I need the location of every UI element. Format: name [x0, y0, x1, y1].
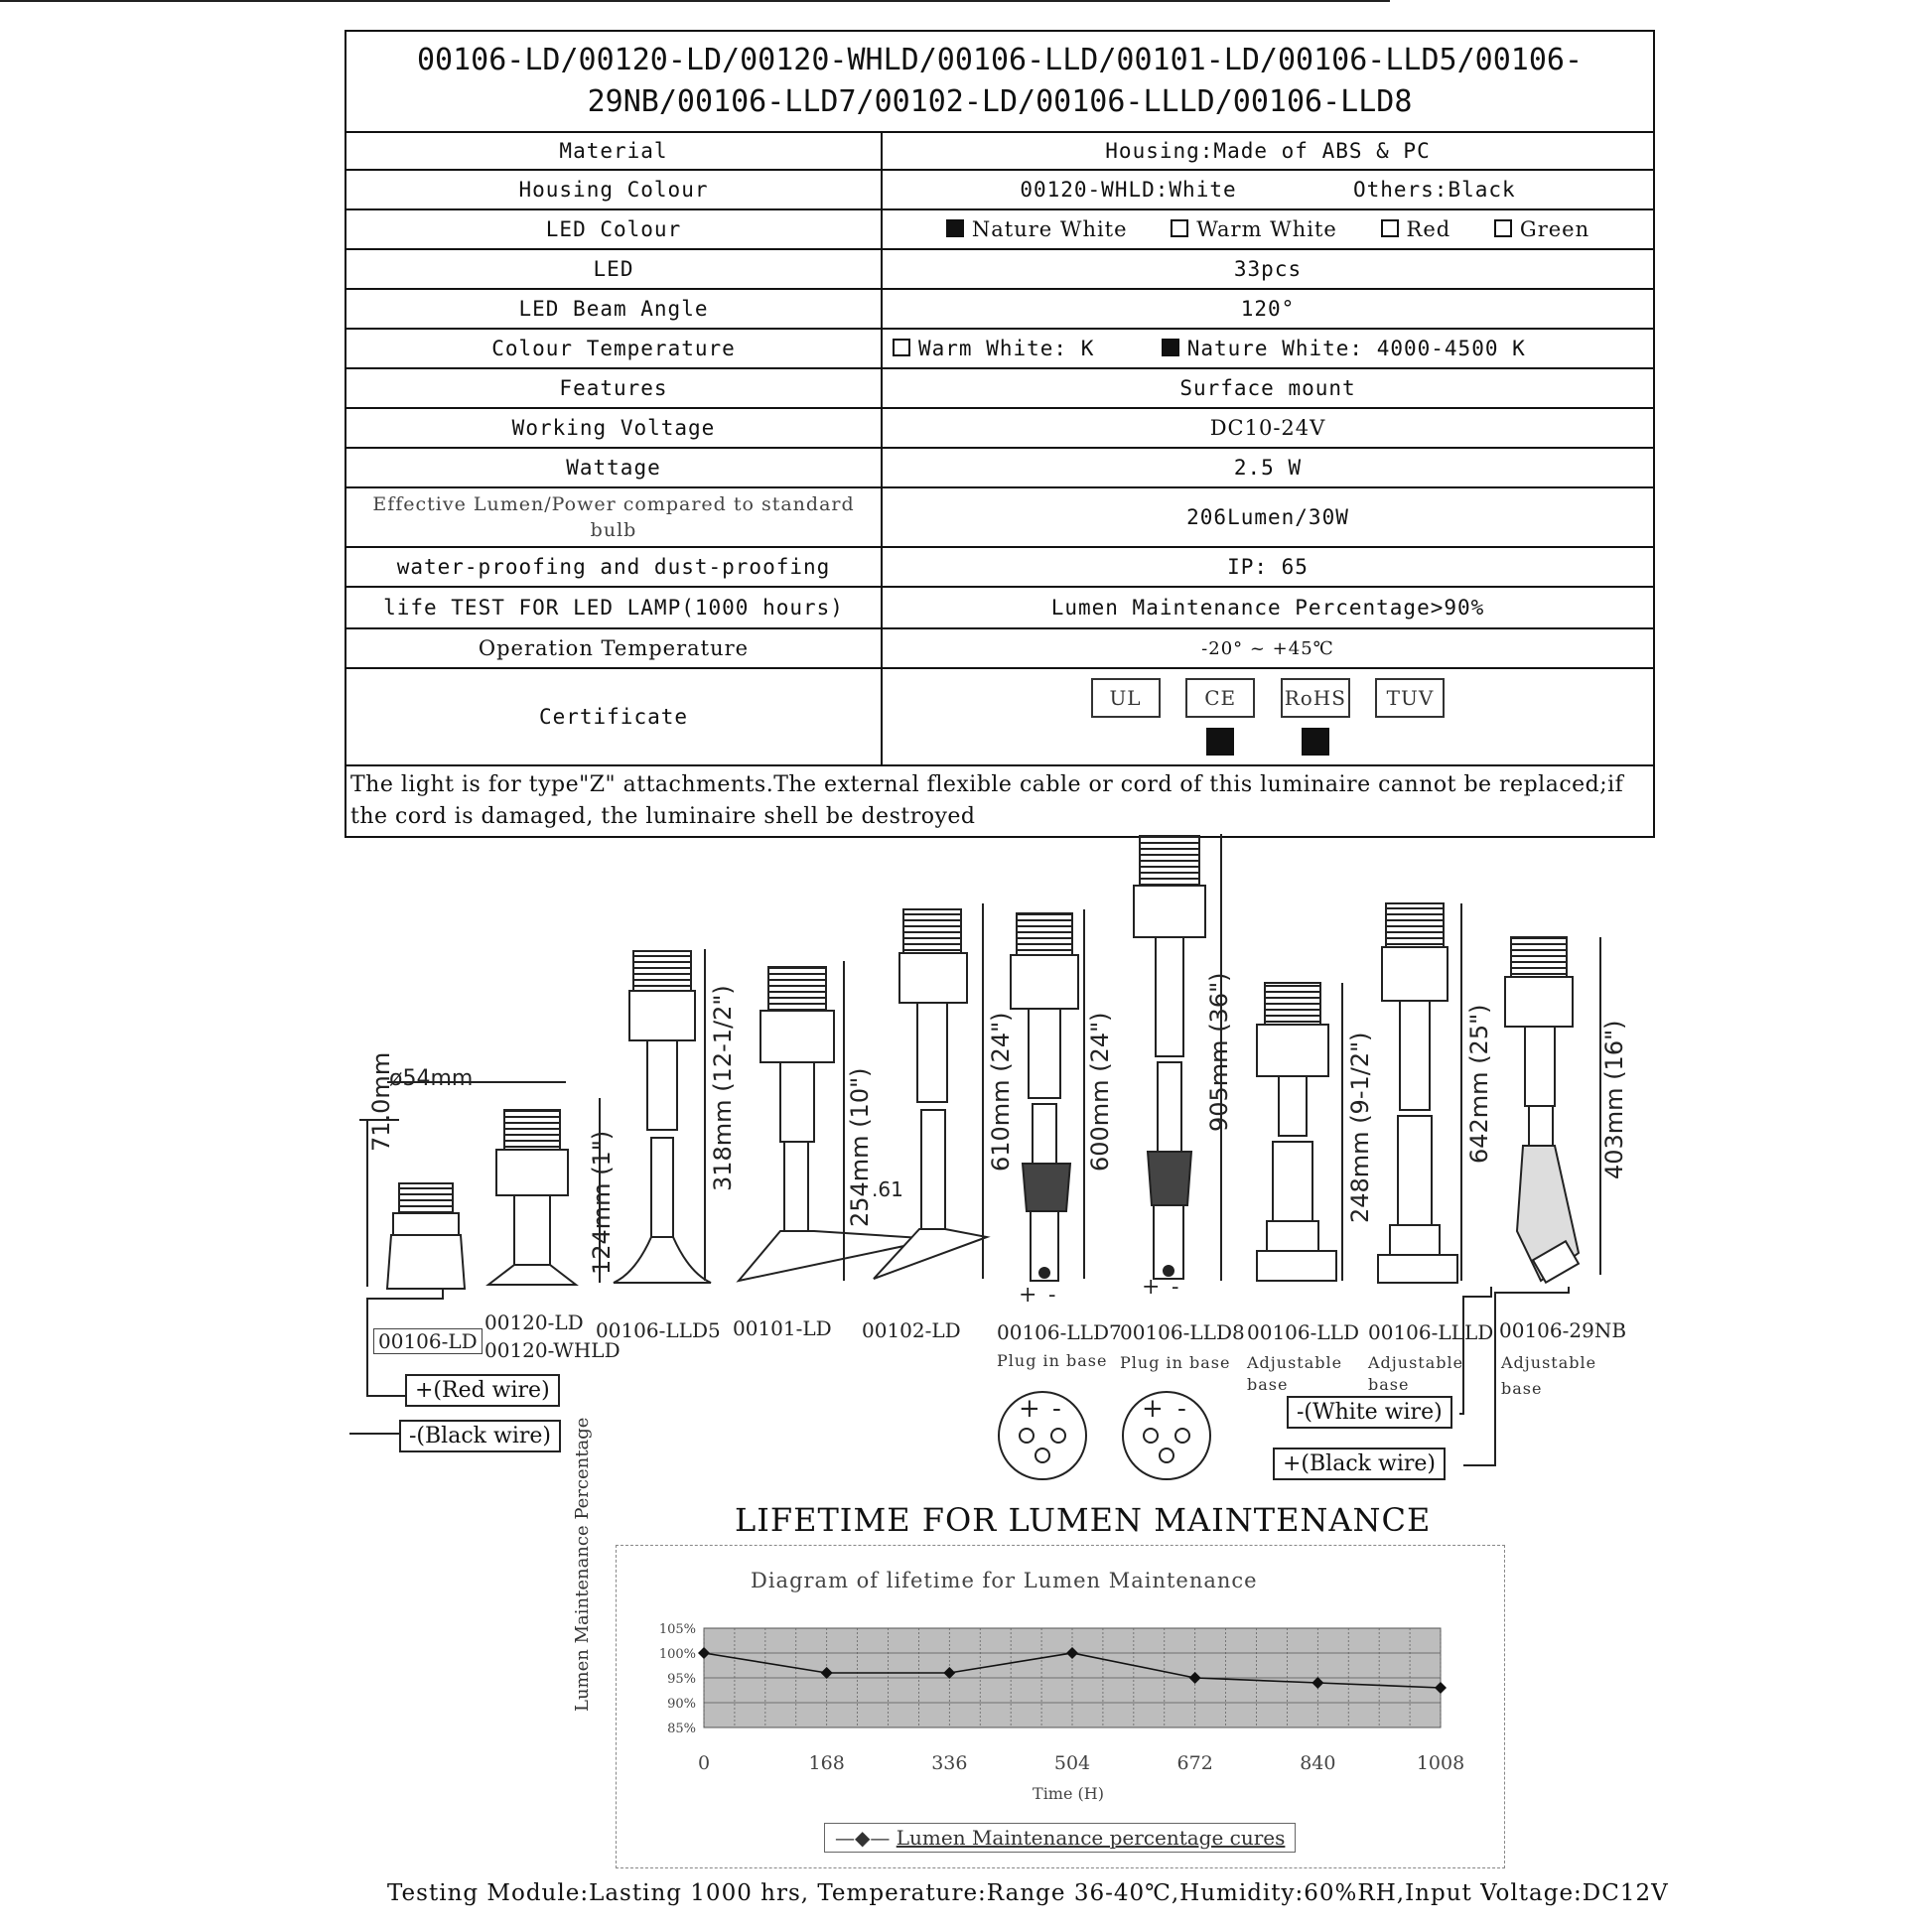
model-label: 00106-29NB — [1499, 1318, 1627, 1342]
label-colour-temperature: Colour Temperature — [345, 329, 882, 368]
value-lumen: 206Lumen/30W — [882, 487, 1654, 547]
value-led: 33pcs — [882, 249, 1654, 289]
socket-minus-label: - — [1177, 1394, 1186, 1424]
x-tick-label: 840 — [1300, 1752, 1336, 1774]
label-certificate: Certificate — [345, 668, 882, 765]
dim-61: .61 — [872, 1177, 903, 1201]
x-tick-label: 336 — [931, 1752, 968, 1774]
model-sub-label: Plug in base — [997, 1351, 1108, 1370]
socket-plus-label: + — [1142, 1394, 1164, 1424]
dim-610mm: 610mm (24") — [987, 1012, 1015, 1172]
colour-temp-nature: Nature White: 4000-4500 K — [1186, 337, 1526, 360]
label-beam-angle: LED Beam Angle — [345, 289, 882, 329]
model-sub-label: Adjustable — [1501, 1353, 1597, 1372]
led-colour-option: Red — [1381, 217, 1451, 241]
model-sub-label: base — [1501, 1379, 1543, 1398]
value-op-temp: -20° ~ +45℃ — [882, 628, 1654, 668]
model-sub-label: base — [1368, 1375, 1410, 1394]
chart-legend — [824, 1823, 1296, 1853]
led-colour-option: Warm White — [1171, 217, 1337, 241]
cert-tuv: TUV — [1375, 678, 1445, 756]
spec-note: The light is for type"Z" attachments.The external flexible cable or cord of this luminaire cannot be replaced;if the cord is damaged, the luminaire shell be destroyed — [345, 765, 1654, 837]
dim-248mm: 248mm (9-1/2") — [1346, 1032, 1374, 1223]
dim-642mm: 642mm (25") — [1465, 1004, 1493, 1164]
model-label: 00106-LLD8 — [1120, 1320, 1245, 1344]
chart-xlabel: Time (H) — [1033, 1784, 1104, 1803]
label-wattage: Wattage — [345, 448, 882, 487]
value-voltage: DC10-24V — [882, 408, 1654, 448]
x-tick-label: 168 — [808, 1752, 845, 1774]
led-colour-option: Green — [1494, 217, 1589, 241]
y-tick-label: 90% — [667, 1697, 696, 1712]
label-lumen: Effective Lumen/Power compared to standard bulb — [345, 487, 882, 547]
model-sub-label: Plug in base — [1120, 1353, 1231, 1372]
cert-rohs: RoHS — [1281, 678, 1350, 756]
model-sub-label: Adjustable — [1247, 1353, 1343, 1372]
socket-plus-label: + — [1019, 1394, 1040, 1424]
wire-label-white: -(White wire) — [1287, 1396, 1452, 1429]
chart-grid — [704, 1628, 1441, 1727]
socket-minus-label: - — [1052, 1394, 1061, 1424]
x-tick-label: 672 — [1176, 1752, 1213, 1774]
model-label: 00106-LLD — [1247, 1320, 1359, 1344]
x-tick-label: 0 — [697, 1752, 711, 1774]
wire-label-red: +(Red wire) — [405, 1374, 560, 1407]
cert-ul: UL — [1091, 678, 1161, 756]
dim-318mm: 318mm (12-1/2") — [709, 985, 737, 1191]
label-led: LED — [345, 249, 882, 289]
colour-temp-warm: Warm White: K — [918, 337, 1095, 360]
value-wattage: 2.5 W — [882, 448, 1654, 487]
testing-conditions: Testing Module:Lasting 1000 hrs, Temperature:Range 36-40℃,Humidity:60%RH,Input Voltage:DC12V — [387, 1880, 1669, 1906]
minus-label: - — [1172, 1275, 1179, 1300]
model-label: 00101-LD — [733, 1316, 832, 1340]
model-label: 00106-LLD7 — [997, 1320, 1122, 1344]
label-material: Material — [345, 132, 882, 170]
label-voltage: Working Voltage — [345, 408, 882, 448]
chart-y-ticks — [659, 1622, 696, 1736]
model-label: 00106-LLLD — [1368, 1320, 1494, 1344]
label-ip: water-proofing and dust-proofing — [345, 547, 882, 587]
cert-ce: CE — [1185, 678, 1255, 756]
legend-series-name: Lumen Maintenance percentage cures — [896, 1826, 1286, 1850]
model-label: 00120-LD — [484, 1311, 584, 1334]
value-beam-angle: 120° — [882, 289, 1654, 329]
model-label: 00106-LD — [373, 1328, 483, 1354]
legend-diamond-icon: —◆— — [835, 1826, 891, 1850]
value-features: Surface mount — [882, 368, 1654, 408]
plus-label: + — [1019, 1283, 1037, 1308]
y-tick-label: 85% — [667, 1722, 696, 1736]
chart-x-ticks — [698, 1752, 1464, 1774]
dim-403mm: 403mm (16") — [1600, 1020, 1628, 1179]
value-material: Housing:Made of ABS & PC — [882, 132, 1654, 170]
value-ip: IP: 65 — [882, 547, 1654, 587]
label-housing-colour: Housing Colour — [345, 170, 882, 209]
minus-label: - — [1048, 1283, 1056, 1308]
dim-124mm: 124mm (1") — [588, 1130, 616, 1275]
dim-71mm: 71.0mm — [367, 1051, 395, 1152]
spec-title-line1: 00106-LD/00120-LD/00120-WHLD/00106-LLD/00101-LD/00106-LLD5/00106- — [417, 43, 1583, 77]
x-tick-label: 1008 — [1416, 1752, 1465, 1774]
value-life: Lumen Maintenance Percentage>90% — [882, 587, 1654, 628]
dim-diameter: ø54mm — [389, 1066, 474, 1091]
x-tick-label: 504 — [1053, 1752, 1091, 1774]
y-tick-label: 100% — [658, 1647, 696, 1662]
chart-ylabel-text: Lumen Maintenance Percentage — [572, 1417, 593, 1712]
label-op-temp: Operation Temperature — [345, 628, 882, 668]
y-tick-label: 95% — [667, 1672, 696, 1687]
plus-label: + — [1142, 1275, 1161, 1300]
model-sub-label: base — [1247, 1375, 1289, 1394]
y-tick-label: 105% — [658, 1622, 696, 1637]
wire-label-black: -(Black wire) — [399, 1420, 561, 1452]
housing-colour-a: 00120-WHLD:White — [1020, 178, 1237, 202]
led-colour-option: Nature White — [946, 217, 1128, 241]
label-features: Features — [345, 368, 882, 408]
section-title: LIFETIME FOR LUMEN MAINTENANCE — [735, 1501, 1432, 1539]
model-label: 00106-LLD5 — [596, 1318, 721, 1342]
wire-label-black: +(Black wire) — [1273, 1448, 1446, 1480]
spec-title-line2: 29NB/00106-LLD7/00102-LD/00106-LLLD/00106-LLD8 — [587, 84, 1413, 119]
label-life: life TEST FOR LED LAMP(1000 hours) — [345, 587, 882, 628]
dim-254mm: 254mm (10") — [846, 1067, 874, 1227]
dim-905mm: 905mm (36") — [1205, 972, 1233, 1132]
model-label: 00102-LD — [862, 1318, 961, 1342]
model-label: 00120-WHLD — [484, 1338, 621, 1362]
housing-colour-b: Others:Black — [1352, 178, 1516, 202]
chart-title: Diagram of lifetime for Lumen Maintenance — [751, 1569, 1258, 1592]
model-sub-label: Adjustable — [1368, 1353, 1464, 1372]
label-led-colour: LED Colour — [345, 209, 882, 249]
dim-600mm: 600mm (24") — [1086, 1012, 1114, 1172]
